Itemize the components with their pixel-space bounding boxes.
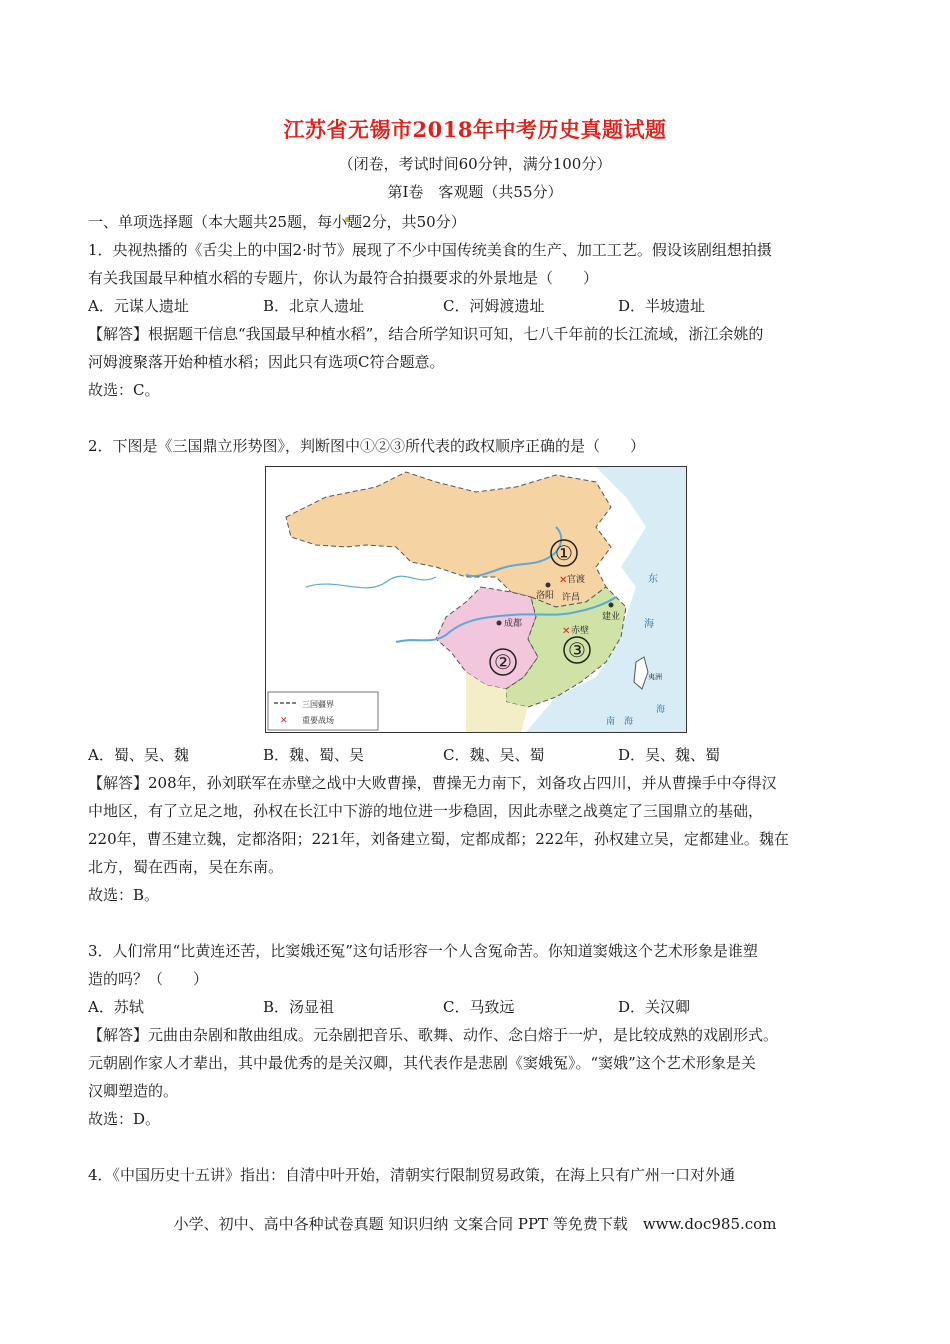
shu-territory (436, 587, 538, 689)
sea-label-nanhai: 南 海 (606, 717, 634, 727)
part-intro: 一、单项选择题（本大题共25题，每小题2分，共50分） (88, 213, 466, 231)
q1-options (88, 292, 868, 320)
q2-answer-line-1: 【解答】208年，孙刘联军在赤壁之战中大败曹操，曹操无力南下，刘备攻占四川，并从曹操手中夺得汉 (88, 774, 777, 792)
q3-stem-line-1: 3．人们常用“比黄连还苦，比窦娥还冤”这句话形容一个人含冤命苦。你知道窦娥这个艺术形象是谁塑 (88, 942, 758, 960)
battle-mark-chibi: ✕ (562, 626, 571, 637)
q1-option-c: C．河姆渡遗址 (443, 297, 545, 315)
q1-choice: 故选：C。 (88, 381, 160, 399)
q3-choice: 故选：D。 (88, 1110, 161, 1128)
page-footer: 小学、初中、高中各种试卷真题 知识归纳 文案合同 PPT 等免费下载 www.doc985.com (173, 1215, 777, 1233)
sea-label-hai-1: 海 (644, 619, 654, 630)
q2-option-d: D．吴、魏、蜀 (618, 746, 721, 764)
q2-answer-line-4: 北方，蜀在西南，吴在东南。 (88, 858, 284, 876)
q3-option-d: D．关汉卿 (618, 998, 691, 1016)
q2-option-c: C．魏、吴、蜀 (443, 746, 545, 764)
exam-content (88, 208, 868, 1189)
q3-options (88, 993, 868, 1021)
sea-label-hai-2: 海 (656, 705, 666, 715)
section-heading: 第Ⅰ卷 客观题（共55分） (387, 183, 563, 201)
region-1-label: ① (555, 541, 573, 565)
q2-answer-line-3: 220年，曹丕建立魏，定都洛阳；221年，刘备建立蜀，定都成都；222年，孙权建立吴，定都建业。魏在 (88, 830, 789, 848)
q3-answer-line-2: 元朝剧作家人才辈出，其中最优秀的是关汉卿，其代表作是悲剧《窦娥冤》。“窦娥”这个艺术形象是关 (88, 1054, 756, 1072)
q1-stem-line-1: 1．央视热播的《舌尖上的中国2·时节》展现了不少中国传统美食的生产、加工工艺。假设该剧组想拍摄 (88, 241, 772, 259)
map-svg (266, 467, 686, 732)
q2-options (88, 741, 868, 769)
question-3 (88, 937, 868, 1133)
legend-battle-text: 重要战场 (302, 716, 334, 725)
q2-stem: 2．下图是《三国鼎立形势图》，判断图中①②③所代表的政权顺序正确的是（ ） (88, 437, 646, 455)
sea-label-dong: 东 (648, 574, 658, 585)
region-2-label: ② (494, 650, 512, 674)
q2-answer-line-2: 中地区，有了立足之地，孙权在长江中下游的地位进一步稳固，因此赤壁之战奠定了三国鼎立的基础， (88, 802, 764, 820)
q3-stem-line-2: 造的吗？（ ） (88, 970, 209, 988)
question-2 (88, 432, 868, 909)
city-jianye: 建业 (602, 612, 621, 622)
q1-option-d: D．半坡遗址 (618, 297, 706, 315)
q3-option-c: C．马致远 (443, 998, 515, 1016)
q1-answer-line-1: 【解答】根据题干信息“我国最早种植水稻”，结合所学知识可知，七八千年前的长江流域，浙江余姚的 (88, 325, 764, 343)
q1-option-a: A．元谋人遗址 (88, 297, 189, 315)
island-label: 夷洲 (648, 673, 662, 681)
minor-river (306, 576, 436, 588)
q4-stem-line-1: 4．《中国历史十五讲》指出：自清中叶开始，清朝实行限制贸易政策，在海上只有广州一口对外通 (88, 1166, 736, 1184)
city-dot-chengdu (497, 621, 502, 626)
three-kingdoms-map (265, 466, 687, 733)
city-guandu: 官渡 (567, 575, 586, 585)
document-title: 江苏省无锡市2018年中考历史真题试题 (283, 117, 667, 142)
city-xuchang: 许昌 (562, 593, 581, 603)
q1-option-b: B．北京人遗址 (263, 297, 365, 315)
q2-option-a: A．蜀、吴、魏 (88, 746, 189, 764)
document-subtitle: （闭卷，考试时间60分钟，满分100分） (338, 155, 612, 173)
city-chibi: 赤壁 (571, 626, 590, 636)
q2-choice: 故选：B。 (88, 886, 160, 904)
city-chengdu: 成都 (504, 619, 523, 629)
city-dot-jianye (609, 603, 614, 608)
legend-border-text: 三国疆界 (302, 700, 334, 709)
region-3-label: ③ (568, 638, 586, 662)
q1-stem-line-2: 有关我国最早种植水稻的专题片，你认为最符合拍摄要求的外景地是（ ） (88, 269, 599, 287)
legend-battle-mark: ✕ (280, 716, 288, 726)
city-dot-luoyang (546, 583, 551, 588)
q3-option-b: B．汤显祖 (263, 998, 335, 1016)
q1-answer-line-2: 河姆渡聚落开始种植水稻；因此只有选项C符合题意。 (88, 353, 445, 371)
q3-option-a: A．苏轼 (88, 998, 144, 1016)
question-4 (88, 1161, 868, 1189)
q3-answer-line-1: 【解答】元曲由杂剧和散曲组成。元杂剧把音乐、歌舞、动作、念白熔于一炉，是比较成熟的戏剧形式。 (88, 1026, 779, 1044)
q3-answer-line-3: 汉卿塑造的。 (88, 1082, 179, 1100)
city-luoyang: 洛阳 (536, 591, 555, 601)
battle-mark-guandu: ✕ (559, 575, 568, 586)
question-1 (88, 236, 868, 404)
q2-option-b: B．魏、蜀、吴 (263, 746, 365, 764)
